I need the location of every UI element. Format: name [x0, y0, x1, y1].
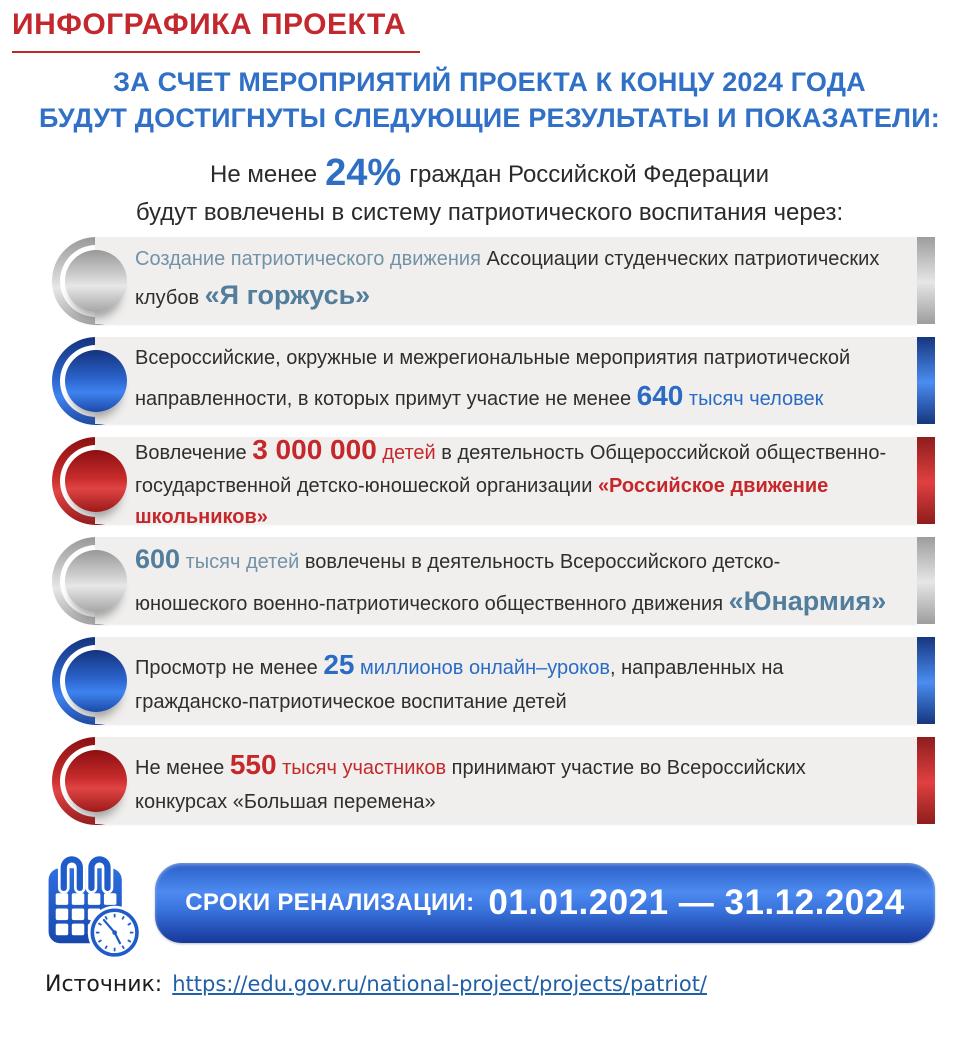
result-text: Всероссийские, окружные и межрегиональные мероприятия патриотической направленности, в которых примут участие не менее 640 тысяч человек — [135, 347, 851, 412]
bullet-circle — [65, 250, 127, 312]
bullet-circle — [65, 750, 127, 812]
result-text: Создание патриотического движения Ассоциации студенческих патриотических клубов «Я горжусь» — [135, 248, 880, 311]
calendar-clock-icon — [45, 848, 145, 960]
lead-text — [0, 152, 979, 227]
results-list — [52, 237, 935, 837]
heading — [0, 64, 979, 137]
edge-strip — [917, 737, 935, 824]
source-line — [45, 972, 707, 997]
result-row — [52, 433, 935, 529]
bullet-circle — [65, 650, 127, 712]
source-link[interactable]: https://edu.gov.ru/national-project/projects/patriot/ — [172, 972, 708, 996]
heading-line-2: БУДУТ ДОСТИГНУТЫ СЛЕДУЮЩИЕ РЕЗУЛЬТАТЫ И ПОКАЗАТЕЛИ: — [39, 103, 940, 134]
result-bar — [95, 237, 917, 324]
result-text: Вовлечение 3 000 000 детей в деятельность Общероссийской общественно-государственной детско-юношеской организации «Российское движение школьников» — [135, 433, 887, 529]
lead-line-1 — [0, 152, 979, 195]
result-bar — [95, 537, 917, 624]
page-title: ИНФОГРАФИКА ПРОЕКТА — [12, 8, 420, 53]
timeline-dates: 01.01.2021 — 31.12.2024 — [488, 883, 905, 922]
lead-line-2: будут вовлечены в систему патриотического воспитания через: — [135, 199, 844, 226]
timeline-label: СРОКИ РЕНАЛИЗАЦИИ: — [185, 889, 475, 916]
edge-strip — [917, 637, 935, 724]
result-bar — [95, 637, 917, 724]
timeline-section — [45, 846, 935, 962]
bullet-circle — [65, 450, 127, 512]
result-row — [52, 737, 935, 824]
result-bar — [95, 433, 917, 529]
bullet-circle — [65, 550, 127, 612]
edge-strip — [917, 537, 935, 624]
edge-strip — [917, 237, 935, 324]
result-bar — [95, 737, 917, 824]
lead-highlight: 24% — [325, 152, 402, 194]
edge-strip — [917, 437, 935, 524]
heading-line-1: ЗА СЧЕТ МЕРОПРИЯТИЙ ПРОЕКТА К КОНЦУ 2024 ГОДА — [113, 67, 866, 97]
source-label: Источник: — [45, 972, 163, 997]
result-row — [52, 237, 935, 324]
result-text: Просмотр не менее 25 миллионов онлайн–уроков, направленных на гражданско-патриотическое воспитание детей — [135, 649, 784, 713]
result-row — [52, 337, 935, 424]
result-bar — [95, 337, 917, 424]
lead-prefix: Не менее — [210, 161, 318, 188]
edge-strip — [917, 337, 935, 424]
result-row — [52, 637, 935, 724]
result-row — [52, 537, 935, 624]
result-text: 600 тысяч детей вовлечены в деятельность Всероссийского детско-юношеского военно-патриотического общественного движения «Юнармия» — [135, 543, 887, 616]
lead-suffix: граждан Российской Федерации — [409, 161, 769, 188]
timeline-pill — [155, 863, 935, 943]
bullet-circle — [65, 350, 127, 412]
result-text: Не менее 550 тысяч участников принимают участие во Всероссийских конкурсах «Большая перемена» — [135, 749, 806, 813]
